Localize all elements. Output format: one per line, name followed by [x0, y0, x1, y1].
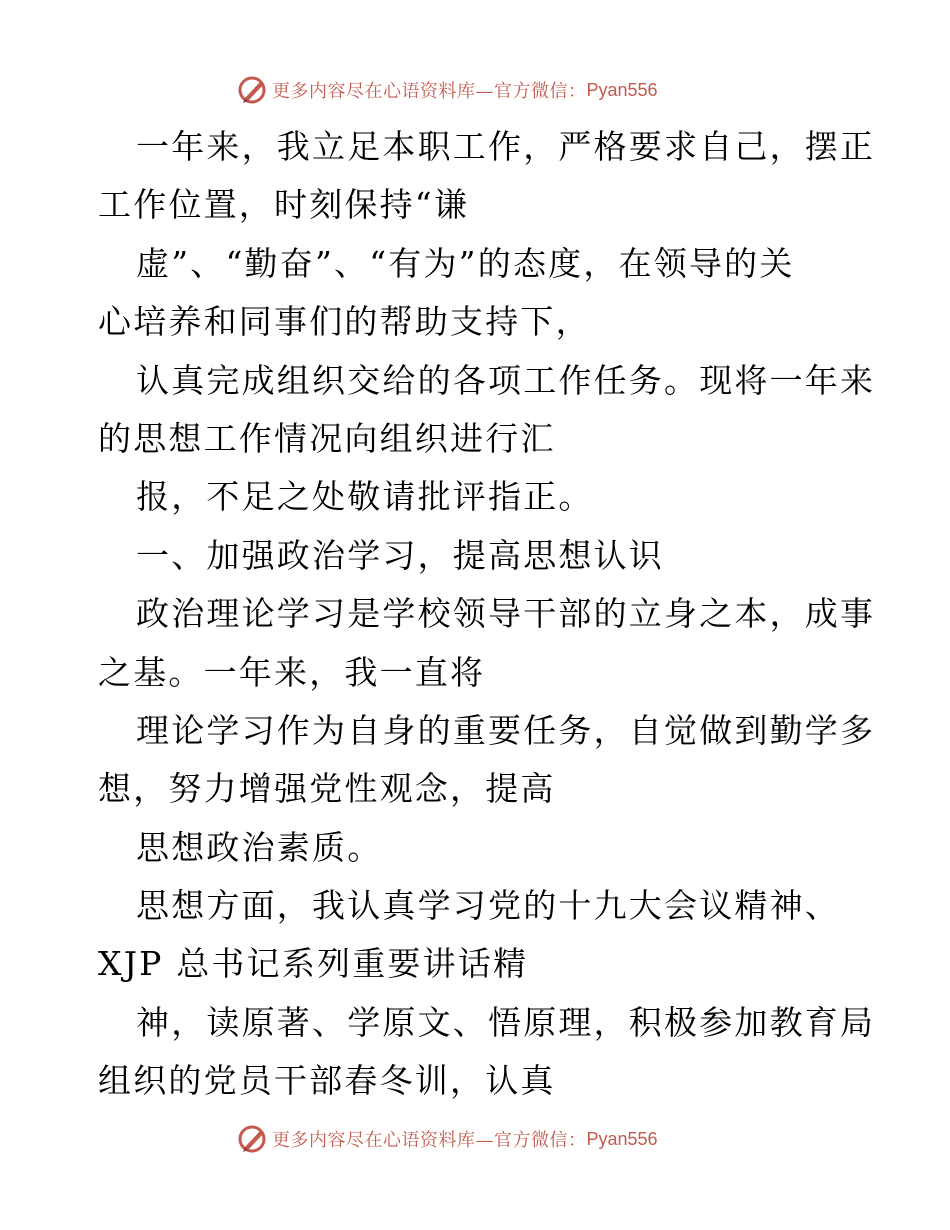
text-line: 组织的党员干部春冬训，认真	[98, 1061, 556, 1101]
section-heading: 一、加强政治学习，提高思想认识	[136, 535, 664, 575]
text-line: 思想政治素质。	[136, 827, 383, 867]
text-line: 一年来，我立足本职工作，严格要求自己，摆正	[136, 127, 876, 166]
header-watermark-contact: Pyan556	[586, 79, 658, 100]
text-line: 政治理论学习是学校领导干部的立身之本，成事	[136, 594, 876, 634]
text-line: 认真完成组织交给的各项工作任务。现将一年来	[136, 360, 876, 400]
document-body	[98, 118, 876, 1111]
text-line: 思想方面，我认真学习党的十九大会议精神、	[136, 886, 840, 926]
text-line: 理论学习作为自身的重要任务，自觉做到勤学多	[136, 710, 876, 750]
pen-logo-icon	[236, 74, 268, 106]
header-watermark	[236, 72, 658, 108]
text-line: 神，读原著、学原文、悟原理，积极参加教育局	[136, 1002, 876, 1042]
text-line: 想，努力增强党性观念，提高	[98, 769, 556, 809]
text-line: 报，不足之处敬请批评指正。	[136, 477, 594, 517]
pen-logo-icon	[236, 1123, 268, 1155]
text-line: 之基。一年来，我一直将	[98, 652, 486, 692]
footer-watermark-contact: Pyan556	[586, 1128, 658, 1149]
text-line: 虚”、“勤奋”、“有为”的态度，在领导的关	[136, 243, 795, 283]
footer-watermark-text: 更多内容尽在心语资料库—官方微信：	[272, 1130, 587, 1151]
text-line: 心培养和同事们的帮助支持下，	[98, 302, 591, 342]
header-watermark-text: 更多内容尽在心语资料库—官方微信：	[272, 81, 587, 102]
text-line: XJP 总书记系列重要讲话精	[98, 944, 529, 984]
footer-watermark	[236, 1121, 658, 1157]
text-line: 的思想工作情况向组织进行汇	[98, 418, 556, 458]
text-line: 工作位置，时刻保持“谦	[98, 185, 470, 225]
